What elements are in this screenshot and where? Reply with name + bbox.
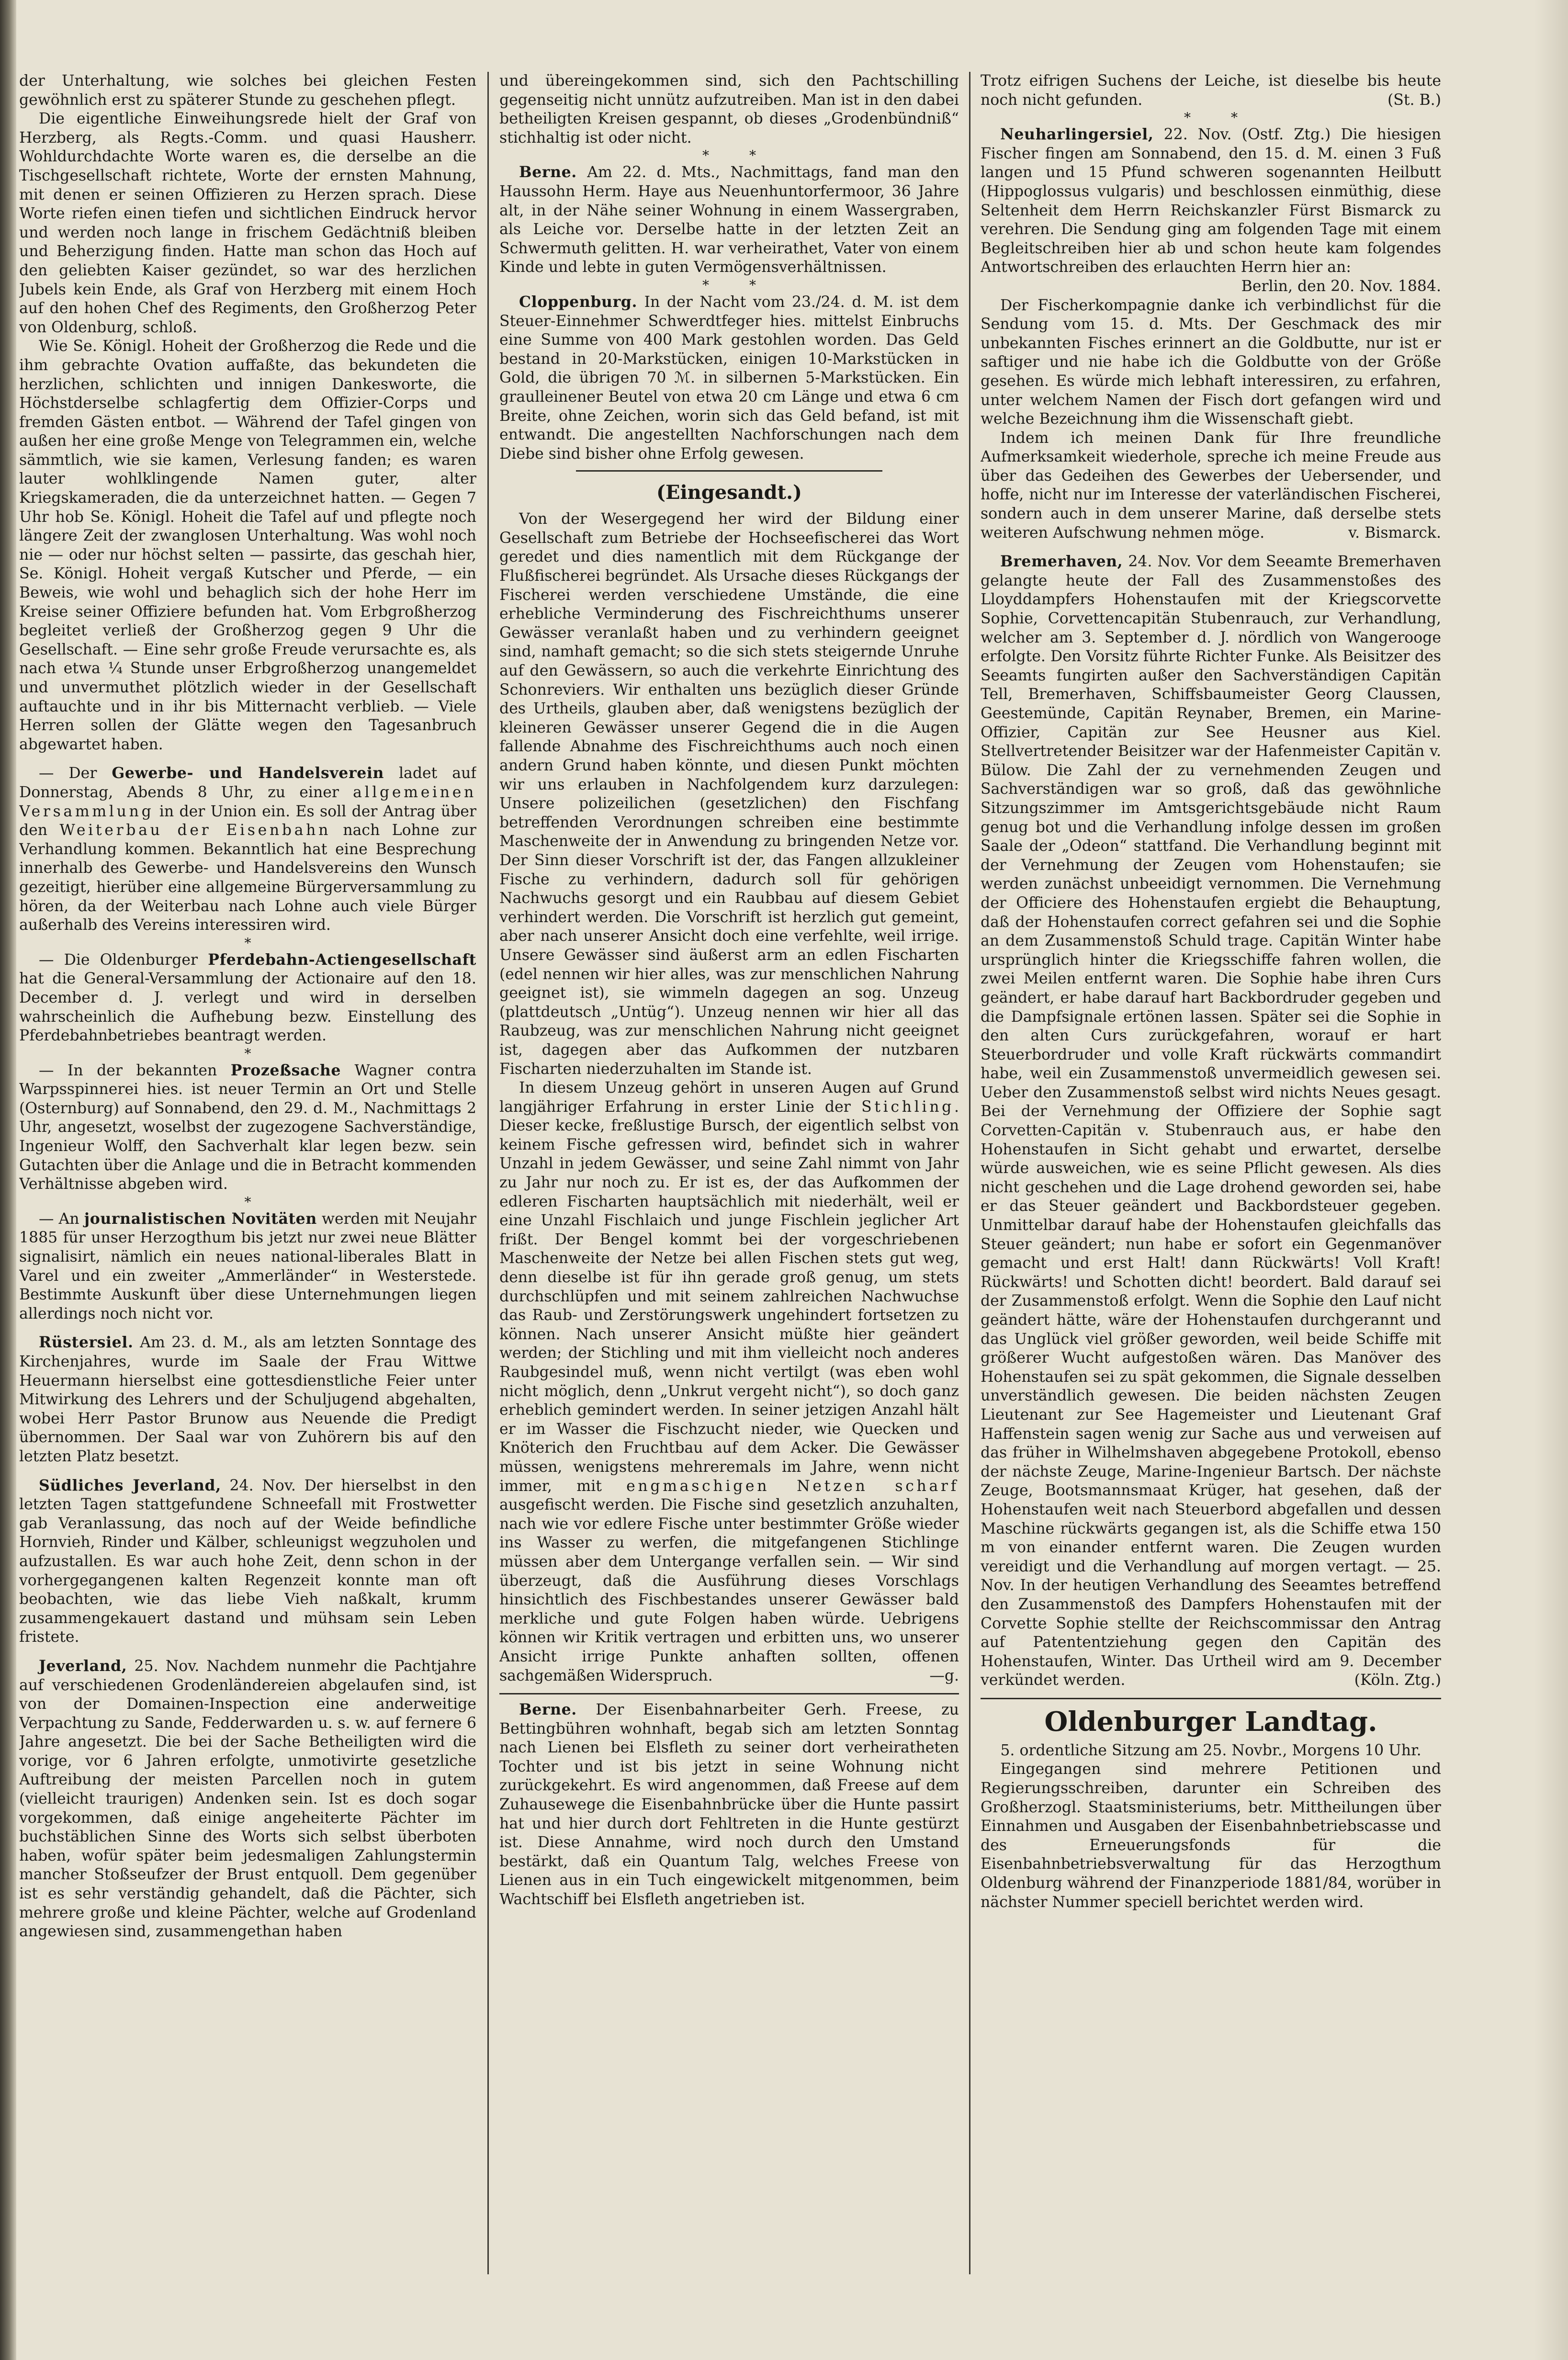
news-item-bremerhaven: Bremerhaven, 24. Nov. Vor dem Seeamte Bremerhaven gelangte heute der Fall des Zusammenstoßes des Lloyddampfers Hohenstaufen mit der Kriegscorvette Sophie, Corvettencapitän Stubenrauch, zur Verhandlung, welcher am 3. September d. J. nördlich von Wangerooge erfolgte. Den Vorsitz führte Richter Funke. Als Beisitzer des Seeamts fungirten außer den Sachverständigen Capitän Tell, Bremerhaven, Schiffsbaumeister Georg Claussen, Geestemünde, Capitän Reynaber, Bremen, ein Marine-Offizier, Capitän zur See Heusner aus Kiel. Stellvertretender Beisitzer war der Hafenmeister Capitän v. Bülow. Die Zahl der zu vernehmenden Zeugen und Sachverständigen war so groß, daß das gewöhnliche Sitzungszimmer im Amtsgerichtsgebäude nicht Raum genug bot und die Verhandlung infolge dessen im großen Saale der „Odeon“ stattfand. Die Verhandlung beginnt mit der Vernehmung der Zeugen vom Hohenstaufen; sie werden zunächst unbeeidigt vernommen. Die Vernehmung der Officiere des Hohenstaufen ergiebt die Behauptung, daß der Hohenstaufen correct gefahren sei und die Sophie an dem Zusammenstoß Schuld trage. Capitän Winter habe ursprünglich hinter die Kriegsschiffe fahren wollen, die zwei Meilen entfernt waren. Die Sophie habe ihren Curs geändert, er habe darauf hart Backbordruder gegeben und die Dampfsignale ertönen lassen. Später sei die Sophie in den alten Curs zurückgefahren, worauf er hart Steuerbordruder und volle Kraft rückwärts commandirt habe, weil ein Zusammenstoß unvermeidlich gewesen sei. Ueber den Zusammenstoß selbst wird nichts Neues gesagt. Bei der Vernehmung der Offiziere der Sophie sagt Corvetten-Capitän v. Stubenrauch aus, er habe den Hohenstaufen in Sicht gehabt und erwartet, derselbe würde ausweichen, wie es seine Pflicht gewesen. Als dies nicht geschehen und die Lage drohend geworden sei, habe er das Steuer geändert und Backbordsteuer gegeben. Unmittelbar darauf habe der Hohenstaufen gleichfalls das Steuer geändert; nun habe er sofort ein Gegenmanöver gemacht und erst Halt! dann Rückwärts! Voll Kraft! Rückwärts! und Schotten dicht! beordert. Bald darauf sei der Zusammenstoß erfolgt. Wenn die Sophie den Lauf nicht geändert hätte, wäre der Hohenstaufen durchgerannt und das Unglück viel größer geworden, weil beide Schiffe mit größerer Wucht aufgestoßen wären. Das Manöver des Hohenstaufen sei zu spät gekommen, die Signale desselben unverständlich gewesen. Die beiden nächsten Zeugen Lieutenant zur See Hagemeister und Lieutenant Graf Haffenstein sagen wenig zur Sache aus und verweisen auf das früher in Wilhelmshaven abgegebene Protokoll, ebenso der nächste Zeuge, Marine-Ingenieur Bartsch. Der nächste Zeuge, Bootsmannsmaat Krüger, hat gesehen, daß der Hohenstaufen weit nach Steuerbord abgefallen und dessen Maschine rückwärts gegangen ist, als die Schiffe etwa 150 m von einander entfernt waren. Die Zeugen wurden vereidigt und die Verhandlung auf morgen vertagt. — 25. Nov. In der heutigen Verhandlung des Seeamtes betreffend den Zusammenstoß des Dampfers Hohenstaufen mit der Corvette Sophie stellte der Reichscommissar den Antrag auf Patententziehung gegen den Capitän des Hohenstaufen, Winter. Das Urtheil wird am 9. December verkündet werden. (Köln. Ztg.) (981, 552, 1441, 1690)
divider (499, 1693, 959, 1694)
separator-star: * * (702, 147, 756, 164)
news-item-ruestersiel: Rüstersiel. Am 23. d. M., als am letzten Sonntage des Kirchenjahres, wurde im Saale der Frau Wittwe Heuermann hierselbst eine gottesdienstliche Feier unter Mitwirkung des Lehrers und der Schuljugend abgehalten, wobei Herr Pastor Brunow aus Neuende die Predigt übernommen. Der Saal war von Zuhörern bis auf den letzten Platz besetzt. (19, 1333, 476, 1465)
news-item-gewerbeverein: — Der Gewerbe- und Handelsverein ladet auf Donnerstag, Abends 8 Uhr, zu einer allgemeinen Versammlung in der Union ein. Es soll der Antrag über den Weiterbau der Eisenbahn nach Lohne zur Verhandlung kommen. Bekanntlich hat eine Besprechung innerhalb des Gewerbe- und Handelsvereins den Wunsch gezeitigt, hierüber eine allgemeine Bürgerversammlung zu hören, da der Weiterbau nach Lohne auch viele Bürger außerhalb des Vereins interessiren wird. (19, 764, 476, 934)
article-text: Die eigentliche Einweihungsrede hielt der Graf von Herzberg, als Regts.-Comm. und quasi Hausherr. Wohldurchdachte Worte waren es, die derselbe an die Tischgesellschaft richtete, Worte der ernsten Mahnung, mit denen er seinen Offizieren zu Herzen sprach. Diese Worte riefen einen tiefen und sichtlichen Eindruck hervor und werden noch lange in frischem Gedächtniß bleiben und Beherzigung finden. Hatte man schon das Hoch auf den geliebten Kaiser gezündet, so war des herzlichen Jubels kein Ende, als Graf von Herzberg mit einem Hoch auf den hohen Chef des Regiments, den Großherzog Peter von Oldenburg, schloß. (19, 110, 476, 336)
section-heading-landtag: Oldenburger Landtag. (1044, 1705, 1377, 1738)
signature: v. Bismarck. (1348, 524, 1441, 542)
article-text: und übereingekommen sind, sich den Pachtschilling gegenseitig nicht unnütz aufzutreiben. Man ist in den dabei betheiligten Kreisen gespannt, ob dieses „Grodenbündniß“ stichhaltig ist oder nicht. (499, 72, 959, 147)
article-text: der Unterhaltung, wie solches bei gleichen Festen gewöhnlich erst zu späterer Stunde zu geschehen pflegt. (19, 72, 476, 109)
news-item-cloppenburg: Cloppenburg. In der Nacht vom 23./24. d. M. ist dem Steuer-Einnehmer Schwerdtfeger hies. mittelst Einbruchs eine Summe von 400 Mark gestohlen worden. Das Geld bestand in 20-Markstücken, einigen 10-Markstücken in Gold, die übrigen 70 ℳ. in silbernen 5-Markstücken. Ein graulleinener Beutel von etwa 20 cm Länge und etwa 6 cm Breite, ohne Zeichen, worin sich das Geld befand, ist mit entwandt. Die angestellten Nachforschungen nach dem Diebe sind bisher ohne Erfolg gewesen. (499, 293, 959, 463)
section-heading-eingesandt: (Eingesandt.) (656, 481, 802, 504)
news-item-berne-2: Berne. Der Eisenbahnarbeiter Gerh. Freese, zu Bettingbühren wohnhaft, begab sich am letzten Sonntag nach Lienen bei Elsfleth zu seiner dort verheiratheten Tochter und ist bis jetzt in seine Wohnung nicht zurückgekehrt. Es wird angenommen, daß Freese auf dem Zuhausewege die Eisenbahnbrücke über die Hunte passirt hat und hier durch dort Fehltreten in die Hunte gestürzt ist. Diese Annahme, wird noch durch den Umstand bestärkt, daß ein Quantum Talg, welches Freese von Lienen aus in ein Tuch eingewickelt mitgenommen, beim Wachtschiff bei Elsfleth angetrieben ist. (499, 1701, 959, 1908)
divider (981, 1698, 1441, 1699)
letter-text: Der Fischerkompagnie danke ich verbindlichst für die Sendung vom 15. d. Mts. Der Geschmack des mir unbekannten Fisches erinnert an die Goldbutte, nur ist er saftiger und nie habe ich die Goldbutte von der Größe gesehen. Es würde mich lebhaft interessiren, zu erfahren, unter welchem Namen der Fisch dort gefangen wird und welche Bezeichnung ihm die Wissenschaft giebt. (981, 296, 1441, 428)
letter-text: Indem ich meinen Dank für Ihre freundliche Aufmerksamkeit wiederhole, spreche ich meine Freude aus über das Gedeihen des Gewerbes der Uebersender, und hoffe, nicht nur im Interesse der vaterländischen Fischerei, sondern auch in dem unserer Marine, daß derselbe stets weiteren Aufschwung nehmen möge. v. Bismarck. (981, 429, 1441, 543)
column-rule-2 (969, 72, 970, 2274)
article-text: Wie Se. Königl. Hoheit der Großherzog die Rede und die ihm gebrachte Ovation auffaßte, das bekundeten die herzlichen, schlichten und innigen Dankesworte, die Höchstderselbe schlagfertig dem Offizier-Corps und fremden Gästen entbot. — Während der Tafel gingen von außen her eine große Menge von Telegrammen ein, welche sämmtlich, wie sie kamen, Verlesung fanden; es waren lauter wohlklingende Namen guter, alter Kriegskameraden, die da unterzeichnet hatten. — Gegen 7 Uhr hob Se. Königl. Hoheit die Tafel auf und pflegte noch längere Zeit der zwanglosen Unterhaltung. Was wohl noch nie — oder nur höchst selten — passirte, das geschah hier, Se. Königl. Hoheit vergaß Kutscher und Pferde, — ein Beweis, wie wohl und behaglich sich der hohe Herr im Kreise seiner Offiziere befunden hat. Vom Erbgroßherzog begleitet verließ der Großherzog gegen 9 Uhr die Gesellschaft. — Eine sehr große Freude verursachte es, als nach etwa ¼ Stunde unser Erbgroßherzog unangemeldet und unvermuthet plötzlich wieder in der Gesellschaft auftauchte und in ihr bis Mitternacht verblieb. — Viele Herren sollen der Glätte wegen den Tagesanbruch abgewartet haben. (19, 338, 476, 753)
news-item-pferdebahn: — Die Oldenburger Pferdebahn-Actiengesellschaft hat die General-Versammlung der Actionaire auf den 18. December d. J. verlegt und wird in derselben wahrscheinlich die Aufhebung bezw. Einstellung des Pferdebahnbetriebes beantragt werden. (19, 950, 476, 1045)
news-item-berne: Berne. Am 22. d. Mts., Nachmittags, fand man den Haussohn Herm. Haye aus Neuenhuntorfermoor, 36 Jahre alt, in der Nähe seiner Wohnung in einem Wassergraben, als Leiche vor. Derselbe hatte in der letzten Zeit an Schwermuth gelitten. H. war verheirathet, Vater von einem Kinde und lebte in guten Vermögensverhältnissen. (499, 163, 959, 276)
source-citation: (Köln. Ztg.) (1354, 1671, 1441, 1689)
source-citation: (St. B.) (1387, 91, 1441, 109)
news-item-novitaeten: — An journalistischen Novitäten werden mit Neujahr 1885 für unser Herzogthum bis jetzt nur zwei neue Blätter signalisirt, nämlich ein neues national-liberales Blatt in Varel und ein zweiter „Ammerländer“ in Westerstede. Bestimmte Auskunft über diese Unternehmungen liegen allerdings noch nicht vor. (19, 1209, 476, 1322)
news-item-neuharlingersiel: Neuharlingersiel, 22. Nov. (Ostf. Ztg.) Die hiesigen Fischer fingen am Sonnabend, den 15. d. M. einen 3 Fuß langen und 15 Pfund schweren sogenannten Heilbutt (Hippoglossus vulgaris) und beschlossen einmüthig, diese Seltenheit dem Herrn Reichskanzler Fürst Bismarck zu verehren. Die Sendung ging am folgenden Tage mit einem Begleitschreiben hier ab und schon heute kam folgendes Antwortschreiben des erlauchten Herrn hier an: (981, 125, 1441, 276)
right-page-shade (1534, 0, 1568, 2360)
divider (576, 470, 882, 472)
session-subheading: 5. ordentliche Sitzung am 25. Novbr., Morgens 10 Uhr. (1000, 1741, 1421, 1759)
separator-star: * * (702, 277, 756, 293)
signature: —g. (929, 1667, 959, 1684)
article-text: Eingegangen sind mehrere Petitionen und Regierungsschreiben, darunter ein Schreiben des Großherzogl. Staatsministeriums, betr. Mittheilungen über Einnahmen und Ausgaben der Eisenbahnbetriebscasse und des Erneuerungsfonds für die Eisenbahnbetriebsverwaltung für das Herzogthum Oldenburg während der Finanzperiode 1881/84, worüber in nächster Nummer speciell berichtet werden wird. (981, 1761, 1441, 1911)
news-item-jeverland: Jeverland, 25. Nov. Nachdem nunmehr die Pachtjahre auf verschiedenen Grodenländereien abgelaufen sind, ist von der Domainen-Inspection eine anderweitige Verpachtung zu Sande, Fedderwarden u. s. w. auf fernere 6 Jahre angesetzt. Die bei der Sache Betheiligten wird die vorige, vor 6 Jahren erfolgte, unmotivirte gesetzliche Auftreibung der meisten Parcellen noch in gutem (vielleicht traurigen) Andenken sein. Ist es doch sogar vorgekommen, daß einige angeheiterte Pächter im buchstäblichen Sinne des Worts sich selbst überboten haben, wofür später beim jedesmaligen Zahlungstermin mancher Stoßseufzer der Brust entquoll. Dem gegenüber ist es sehr verständig gehandelt, daß die Pächter, sich mehrere große und kleine Pächter, welche auf Grodenland angewiesen sind, zusammengethan haben (19, 1657, 476, 1941)
article-text: Von der Wesergegend her wird der Bildung einer Gesellschaft zum Betriebe der Hochseefischerei das Wort geredet und dies namentlich mit dem Rückgange der Flußfischerei begründet. Als Ursache dieses Rückgangs der Fischerei werden verschiedene Umstände, die eine erhebliche Verminderung des Fischreichthums unserer Gewässer veranlaßt haben und zu verhindern geeignet sind, namhaft gemacht; so die sich stets steigernde Unruhe auf den Gewässern, so auch die verkehrte Einrichtung des Schonreviers. Wir enthalten uns bezüglich dieser Gründe des Urtheils, glauben aber, daß wenigstens bezüglich der kleineren Gewässer unserer Gegend die in die Augen fallende Abnahme des Fischreichthums auch noch einen andern Grund haben könnte, und diesen Punkt möchten wir uns erlauben in Nachfolgendem kurz darzulegen: Unsere polizeilichen (gesetzlichen) den Fischfang betreffenden Verordnungen schreiben eine bestimmte Maschenweite der in Anwendung zu bringenden Netze vor. Der Sinn dieser Vorschrift ist der, das Fangen allzukleiner Fische zu verhindern, dadurch soll für gehörigen Nachwuchs gesorgt und ein Raubbau auf diesem Gebiet verhindert werden. Die Vorschrift ist herzlich gut gemeint, aber nach unserer Ansicht doch eine verfehlte, weil irrige. Unsere Gewässer sind äußerst arm an edlen Fischarten (edel nennen wir hier alles, was zur menschlichen Nahrung geeignet ist), sie wimmeln dagegen an sog. Unzeug (plattdeutsch „Untüg“). Unzeug nennen wir hier all das Raubzeug, was zur menschlichen Nahrung nicht geeignet ist, dagegen aber das Aufkommen der nutzbaren Fischarten niederzuhalten im Stande ist. (499, 510, 959, 1078)
column-rule-1 (487, 72, 489, 2274)
article-text: Trotz eifrigen Suchens der Leiche, ist dieselbe bis heute noch nicht gefunden. (St. B.) (981, 72, 1441, 110)
article-text: In diesem Unzeug gehört in unseren Augen auf Grund langjähriger Erfahrung in erster Linie der Stichling. Dieser kecke, freßlustige Bursch, der eigentlich selbst von keinem Fische gefressen wird, befindet sich in wahrer Unzahl in jedem Gewässer, und seine Zahl nimmt von Jahr zu Jahr nur noch zu. Er ist es, der das Aufkommen der edleren Fischarten hauptsächlich mit niederhält, weil er eine Unzahl Fischlaich und junge Fischlein jeglicher Art frißt. Der Bengel kommt bei der vorgeschriebenen Maschenweite der Netze bei allen Fischen stets gut weg, denn dieselbe ist für ihn gerade groß genug, um stets durchschlüpfen und mit seinem zahlreichen Nachwuchse das Raub- und Zerstörungswerk ungehindert fortsetzen zu können. Nach unserer Ansicht müßte hier geändert werden; der Stichling und mit ihm vielleicht noch anderes Raubgesindel muß, wenn nicht vertilgt (was eben wohl nicht möglich, denn „Unkrut vergeht nicht“), so doch ganz erheblich gemindert werden. In seiner jetzigen Anzahl hält er im Wasser die Fischzucht nieder, wie Quecken und Knöterich den Fruchtbau auf dem Acker. Die Gewässer müssen, wenigstens mehreremals im Jahre, wenn nicht immer, mit engmaschigen Netzen scharf ausgefischt werden. Die Fische sind gesetzlich anzuhalten, nach wie vor edlere Fische unter bestimmter Größe wieder ins Wasser zu werfen, die mitgefangenen Stichlinge müssen aber dem Untergange verfallen sein. — Wir sind überzeugt, daß die Ausführung dieses Vorschlags hinsichtlich des Fischbestandes unserer Gewässer bald merkliche und gute Folgen haben würde. Uebrigens können wir Kritik vertragen und erbitten uns, wo unserer Ansicht irrige Punkte anhaften sollten, offenen sachgemäßen Widerspruch. —g. (499, 1079, 959, 1685)
column-1 (19, 72, 476, 2322)
news-item-suedliches-jeverland: Südliches Jeverland, 24. Nov. Der hierselbst in den letzten Tagen stattgefundene Schneefall mit Frostwetter gab Veranlassung, das noch auf der Weide befindliche Hornvieh, Rinder und Kälber, schleunigst wegzuholen und aufzustallen. Es war auch hohe Zeit, denn schon in der vorhergegangenen kalten Regenzeit konnte man oft beobachten, wie das liebe Vieh naßkalt, krumm zusammengekauert dastand und mühsam sein Leben fristete. (19, 1476, 476, 1646)
separator-star: * * (1184, 110, 1238, 126)
column-2 (499, 72, 959, 2322)
separator-star: * (244, 1045, 251, 1061)
separator-star: * (244, 1194, 251, 1210)
letter-date: Berlin, den 20. Nov. 1884. (1241, 277, 1441, 295)
separator-star: * (244, 935, 251, 951)
left-page-edge (0, 0, 16, 2360)
column-3 (981, 72, 1441, 2322)
news-item-prozess: — In der bekannten Prozeßsache Wagner contra Warpsspinnerei hies. ist neuer Termin an Ort und Stelle (Osternburg) auf Sonnabend, den 29. d. M., Nachmittags 2 Uhr, angesetzt, woselbst der zugezogene Sachverständige, Ingenieur Wolff, den Sachverhalt klar legen bezw. sein Gutachten über die Anlage und die in Betracht kommenden Verhältnisse abgeben wird. (19, 1061, 476, 1193)
